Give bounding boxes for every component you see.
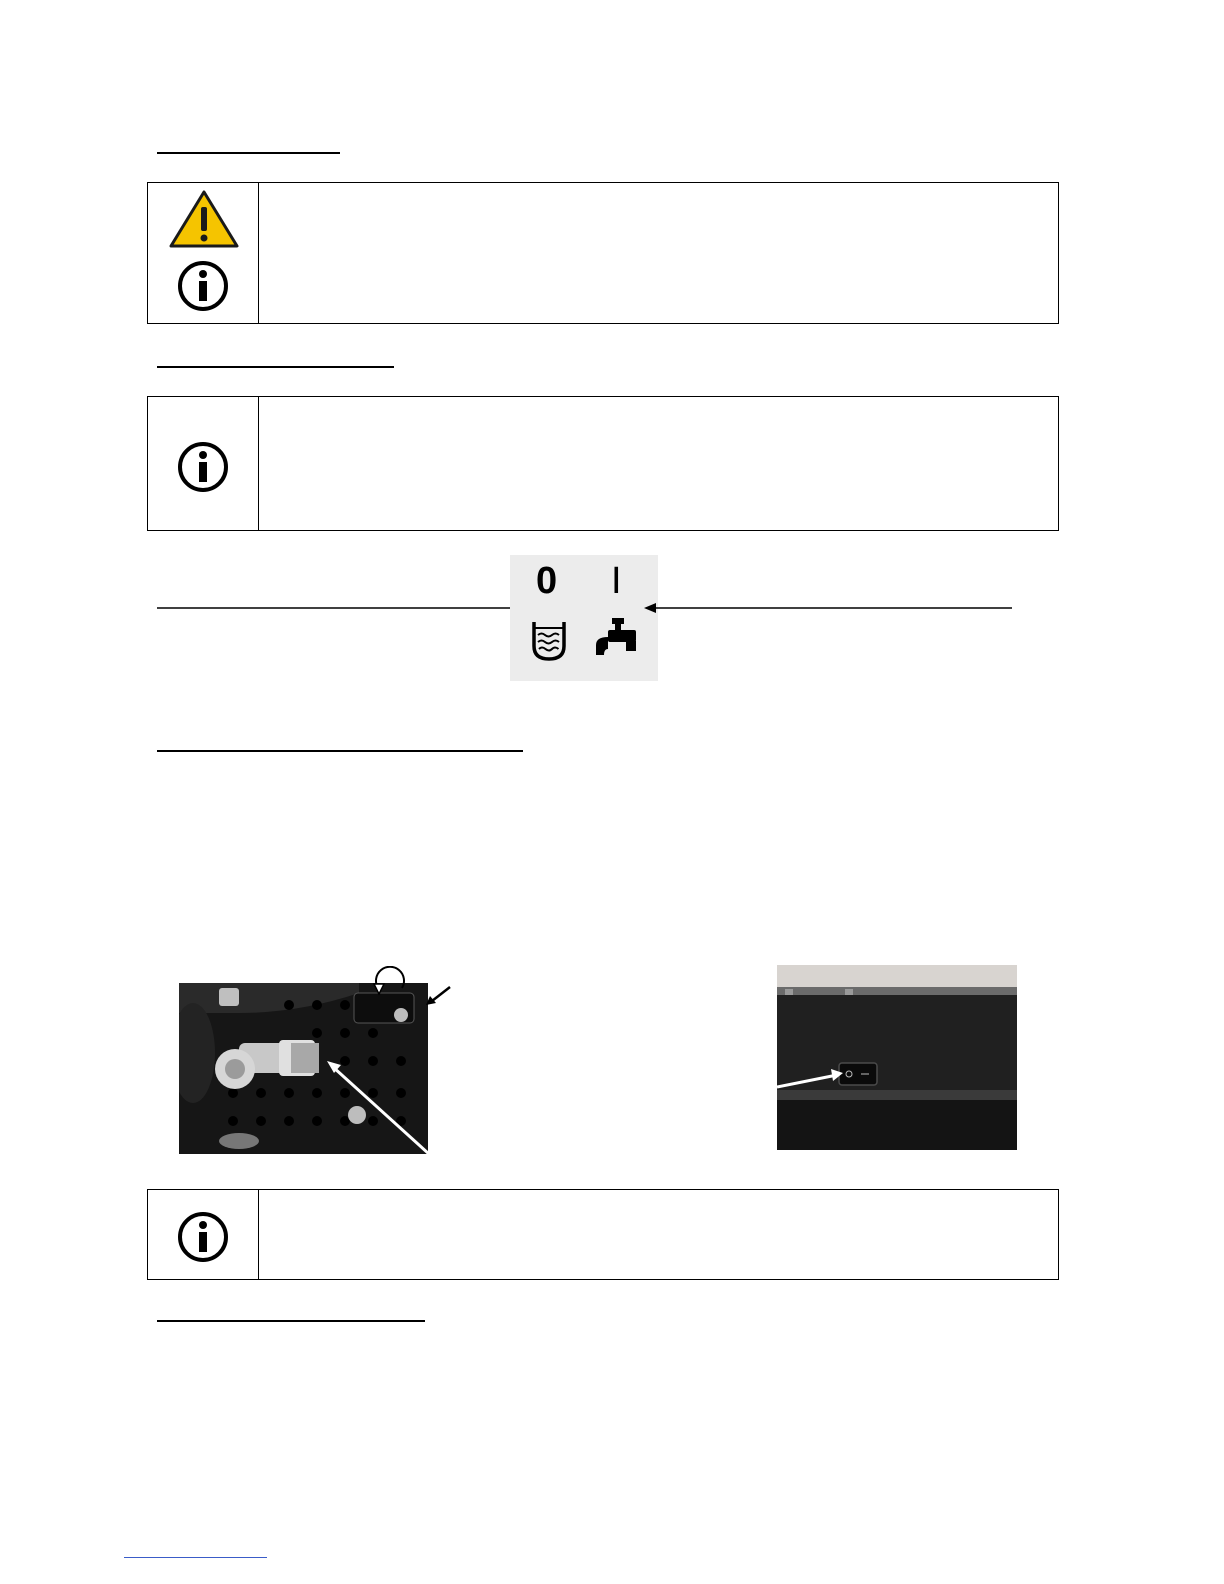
info-notice-box-2 bbox=[147, 1189, 1059, 1280]
rocker-switch-drawing bbox=[777, 965, 1017, 1150]
left-callout-arrow bbox=[155, 600, 527, 616]
water-tap-icon bbox=[594, 615, 638, 659]
section-heading-3 bbox=[157, 750, 523, 752]
warning-icon bbox=[168, 189, 240, 249]
notice-divider bbox=[258, 1190, 259, 1279]
notice-divider bbox=[258, 397, 259, 530]
rotate-arrow-icon bbox=[370, 966, 410, 1000]
info-icon bbox=[177, 441, 229, 493]
notice-icon-cell bbox=[148, 183, 258, 323]
section-heading-1 bbox=[157, 152, 340, 154]
off-symbol: 0 bbox=[536, 560, 558, 602]
info-notice-box-1 bbox=[147, 396, 1059, 531]
section-heading-2 bbox=[157, 366, 394, 368]
section-heading-4 bbox=[157, 1320, 425, 1322]
notice-icon-cell bbox=[148, 397, 258, 530]
footer-link[interactable] bbox=[124, 1557, 267, 1558]
valve-connector-drawing bbox=[179, 983, 428, 1154]
warning-notice-box bbox=[147, 182, 1059, 324]
right-callout-arrow bbox=[642, 600, 1014, 616]
valve-connector-photo bbox=[179, 983, 428, 1154]
pointer-arrow-icon bbox=[424, 985, 452, 1007]
info-icon bbox=[177, 260, 229, 312]
water-tank-icon bbox=[530, 618, 568, 662]
info-icon bbox=[177, 1211, 229, 1263]
rocker-switch-photo bbox=[777, 965, 1017, 1150]
notice-divider bbox=[258, 183, 259, 323]
notice-icon-cell bbox=[148, 1190, 258, 1279]
switch-symbol-panel bbox=[510, 555, 658, 681]
on-symbol: I bbox=[611, 560, 622, 602]
